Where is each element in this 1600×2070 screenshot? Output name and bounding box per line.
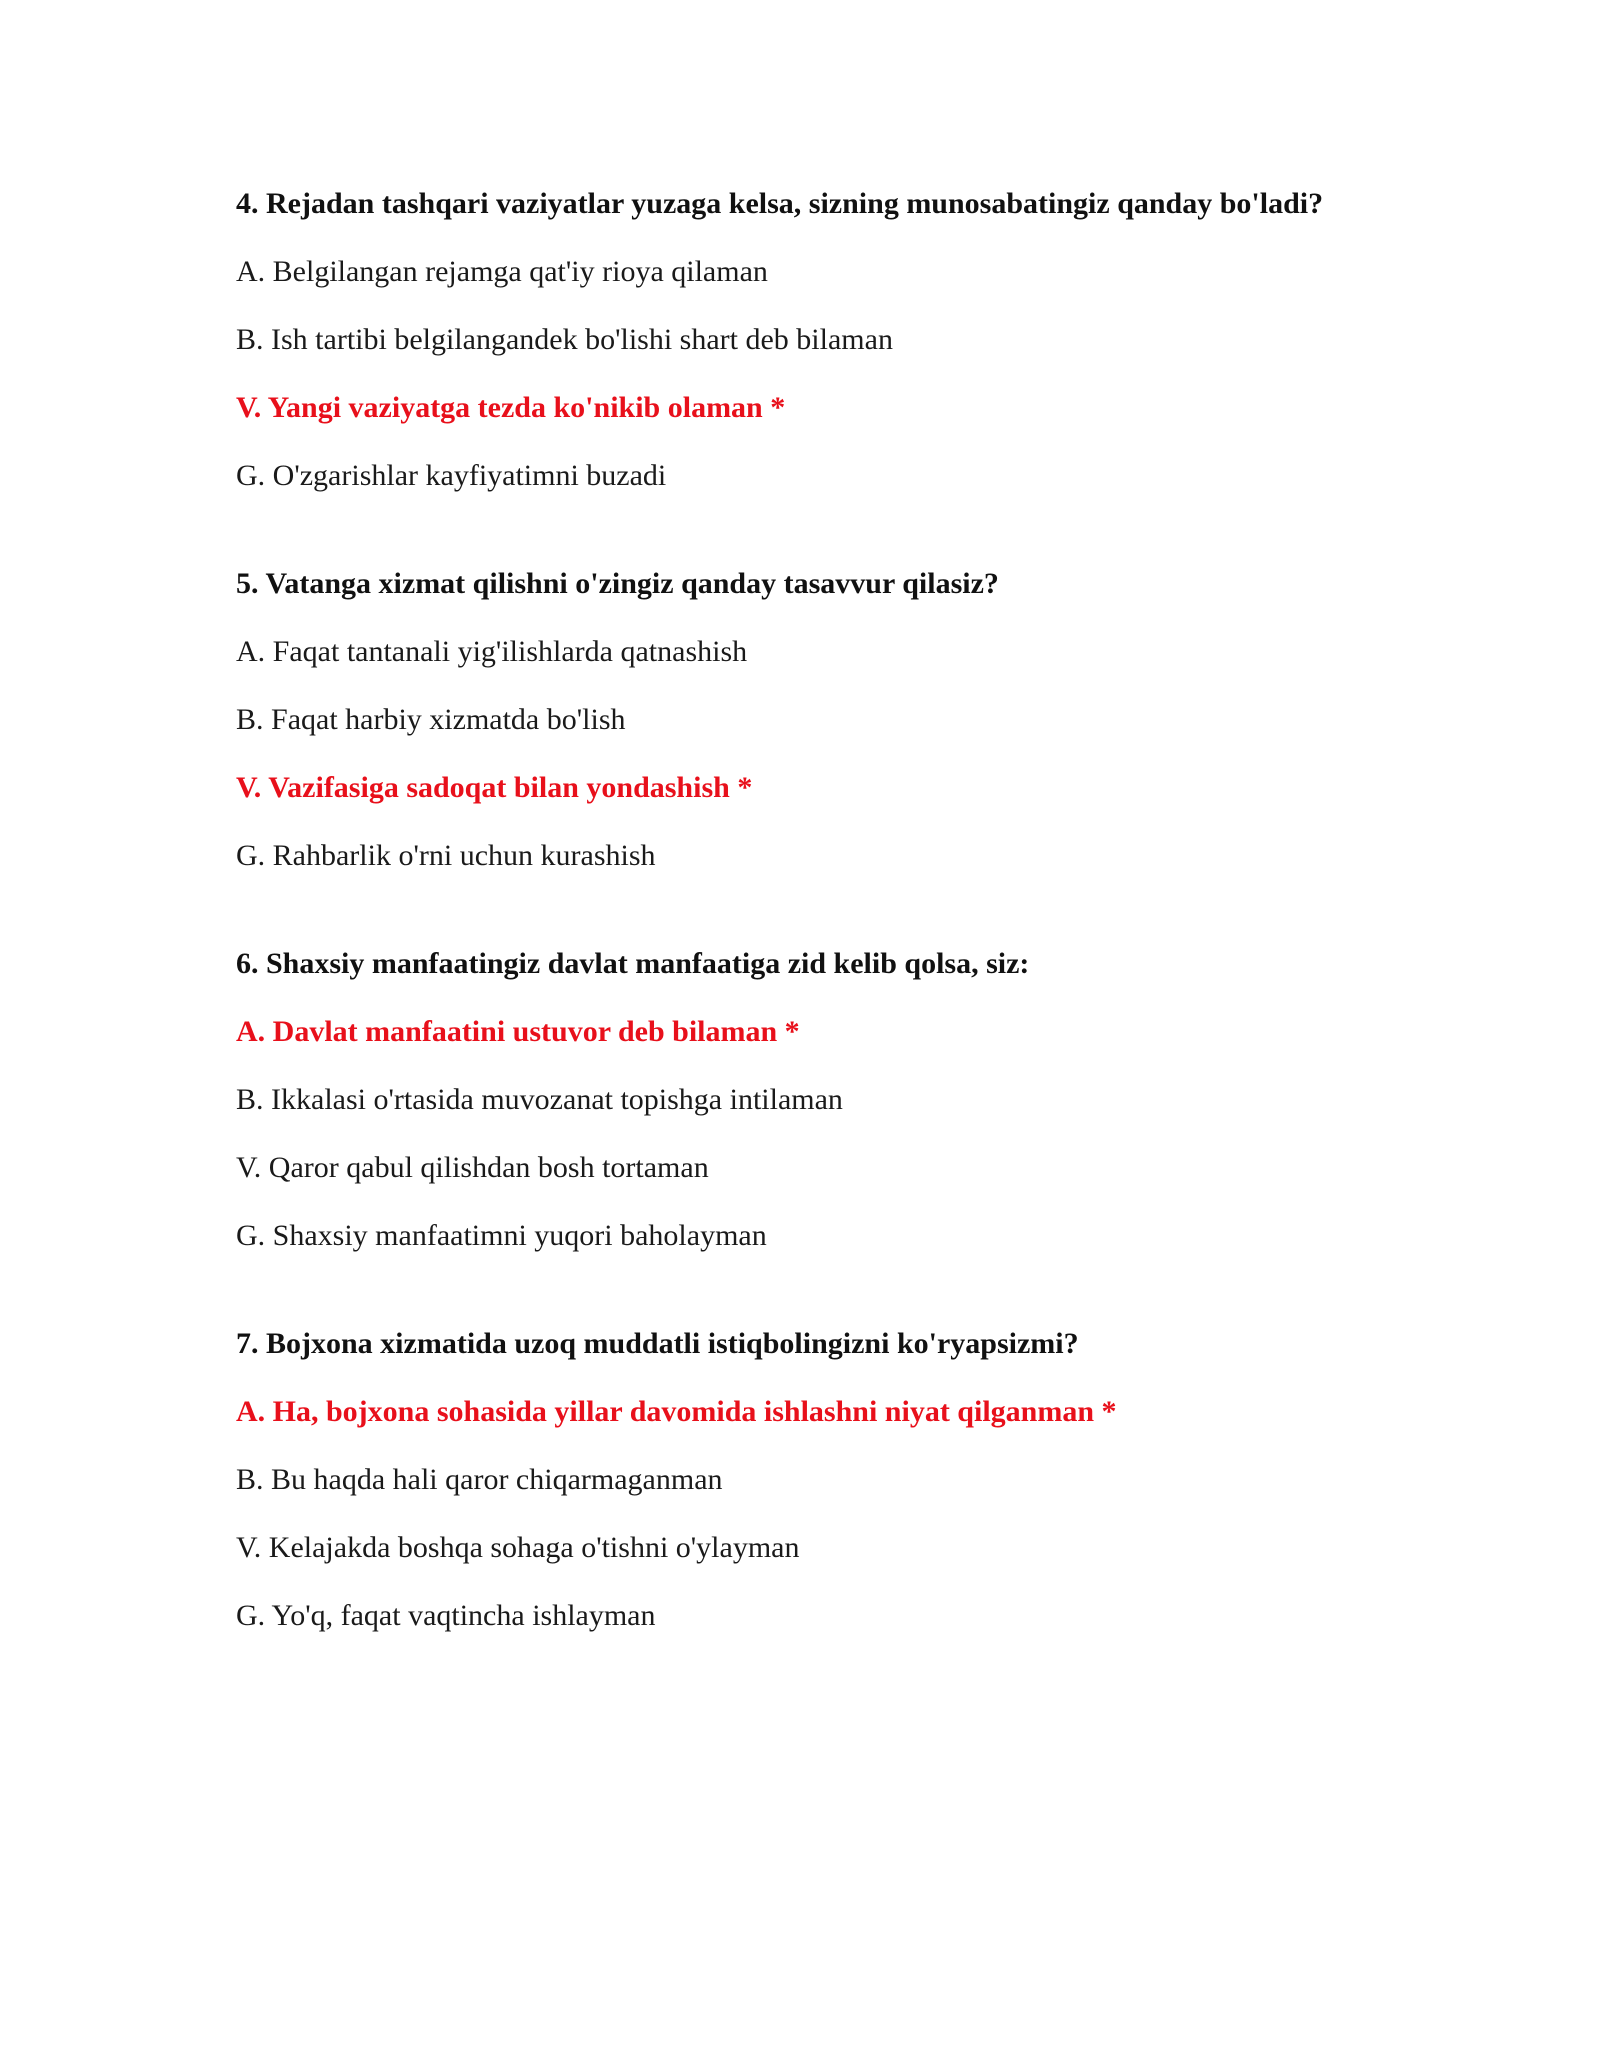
option-a: A. Belgilangan rejamga qat'iy rioya qilaman bbox=[236, 255, 768, 288]
question-list bbox=[236, 184, 1366, 1704]
option-g: G. Yo'q, faqat vaqtincha ishlayman bbox=[236, 1599, 656, 1632]
option-v-correct: V. Vazifasiga sadoqat bilan yondashish * bbox=[236, 771, 753, 804]
option-v: V. Kelajakda boshqa sohaga o'tishni o'ylayman bbox=[236, 1531, 800, 1564]
option-v-correct: V. Yangi vaziyatga tezda ko'nikib olaman * bbox=[236, 391, 786, 424]
option-a-correct: A. Ha, bojxona sohasida yillar davomida ishlashni niyat qilganman * bbox=[236, 1395, 1117, 1428]
question-text: 4. Rejadan tashqari vaziyatlar yuzaga kelsa, sizning munosabatingiz qanday bo'ladi? bbox=[236, 187, 1324, 220]
question-text: 6. Shaxsiy manfaatingiz davlat manfaatiga zid kelib qolsa, siz: bbox=[236, 947, 1030, 980]
option-g: G. Shaxsiy manfaatimni yuqori baholayman bbox=[236, 1219, 767, 1252]
option-a: A. Faqat tantanali yig'ilishlarda qatnashish bbox=[236, 635, 748, 668]
option-a-correct: A. Davlat manfaatini ustuvor deb bilaman * bbox=[236, 1015, 800, 1048]
option-b: B. Bu haqda hali qaror chiqarmaganman bbox=[236, 1463, 723, 1496]
option-v: V. Qaror qabul qilishdan bosh tortaman bbox=[236, 1151, 709, 1184]
question-5 bbox=[236, 564, 1366, 876]
option-b: B. Faqat harbiy xizmatda bo'lish bbox=[236, 703, 626, 736]
question-text: 7. Bojxona xizmatida uzoq muddatli istiqbolingizni ko'ryapsizmi? bbox=[236, 1327, 1079, 1360]
option-g: G. Rahbarlik o'rni uchun kurashish bbox=[236, 839, 656, 872]
option-b: B. Ikkalasi o'rtasida muvozanat topishga intilaman bbox=[236, 1083, 843, 1116]
option-b: B. Ish tartibi belgilangandek bo'lishi shart deb bilaman bbox=[236, 323, 893, 356]
question-4 bbox=[236, 184, 1366, 496]
question-7 bbox=[236, 1324, 1366, 1636]
option-g: G. O'zgarishlar kayfiyatimni buzadi bbox=[236, 459, 667, 492]
question-text: 5. Vatanga xizmat qilishni o'zingiz qanday tasavvur qilasiz? bbox=[236, 567, 999, 600]
question-6 bbox=[236, 944, 1366, 1256]
